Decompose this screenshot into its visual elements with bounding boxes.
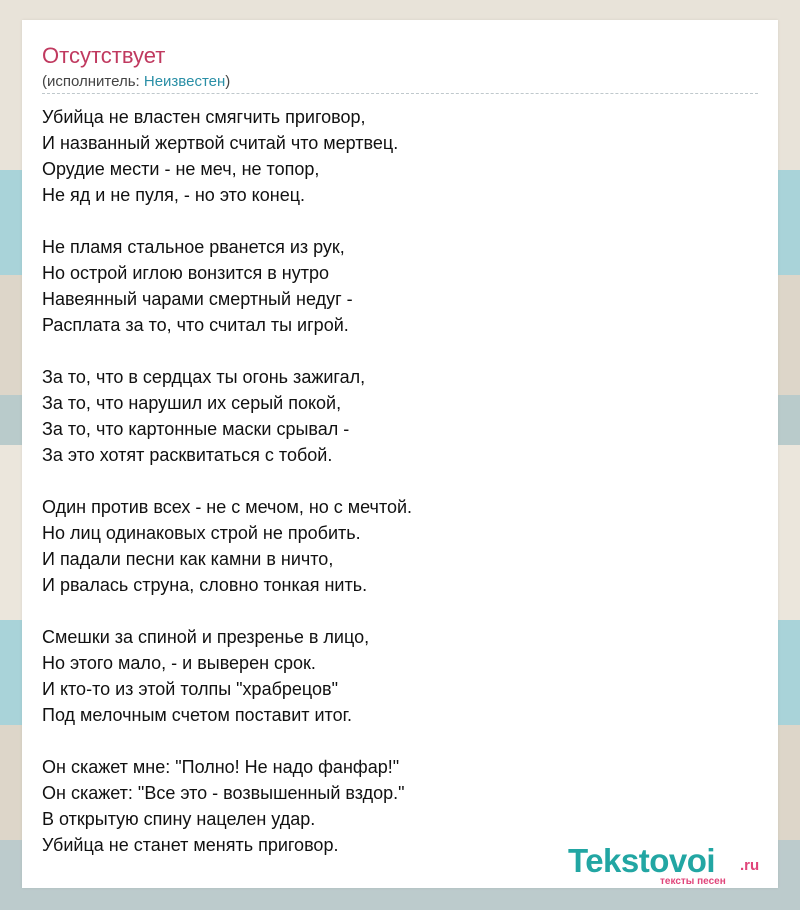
lyrics-line: Навеянный чарами смертный недуг -	[42, 289, 353, 309]
song-title: Отсутствует	[42, 43, 166, 68]
lyrics-card	[22, 20, 778, 888]
lyrics-line: Но острой иглою вонзится в нутро	[42, 263, 329, 283]
logo-domain: .ru	[740, 857, 760, 874]
lyrics-line: Орудие мести - не меч, не топор,	[42, 159, 320, 179]
lyrics-line: Один против всех - не с мечом, но с мечтой.	[42, 497, 413, 517]
lyrics-line: Убийца не властен смягчить приговор,	[42, 107, 366, 127]
site-logo[interactable]	[568, 842, 778, 888]
lyrics-body	[42, 104, 412, 884]
artist-prefix: (исполнитель:	[42, 73, 144, 90]
lyrics-stanza	[42, 624, 412, 728]
logo-tagline: тексты песен	[660, 876, 726, 887]
logo-name: Tekstovoi	[568, 842, 716, 879]
lyrics-line: И названный жертвой считай что мертвец.	[42, 133, 399, 153]
lyrics-line: И рвалась струна, словно тонкая нить.	[42, 575, 368, 595]
lyrics-line: В открытую спину нацелен удар.	[42, 809, 316, 829]
lyrics-stanza	[42, 494, 412, 598]
lyrics-line: Не яд и не пуля, - но это конец.	[42, 185, 306, 205]
artist-suffix: )	[225, 73, 231, 90]
lyrics-line: Но этого мало, - и выверен срок.	[42, 653, 316, 673]
lyrics-line: И падали песни как камни в ничто,	[42, 549, 334, 569]
lyrics-line: Смешки за спиной и презренье в лицо,	[42, 627, 370, 647]
lyrics-line: За то, что нарушил их серый покой,	[42, 393, 342, 413]
lyrics-line: Он скажет: "Все это - возвышенный вздор."	[42, 783, 405, 803]
lyrics-stanza	[42, 754, 412, 858]
lyrics-line: И кто-то из этой толпы "храбрецов"	[42, 679, 338, 699]
lyrics-stanza	[42, 104, 412, 208]
lyrics-line: За это хотят расквитаться с тобой.	[42, 445, 333, 465]
lyrics-line: Убийца не станет менять приговор.	[42, 835, 339, 855]
lyrics-line: За то, что в сердцах ты огонь зажигал,	[42, 367, 366, 387]
lyrics-line: За то, что картонные маски срывал -	[42, 419, 350, 439]
lyrics-line: Расплата за то, что считал ты игрой.	[42, 315, 349, 335]
lyrics-line: Но лиц одинаковых строй не пробить.	[42, 523, 361, 543]
lyrics-stanza	[42, 234, 412, 338]
artist-line	[42, 72, 230, 92]
lyrics-line: Он скажет мне: "Полно! Не надо фанфар!"	[42, 757, 400, 777]
lyrics-line: Под мелочным счетом поставит итог.	[42, 705, 352, 725]
lyrics-line: Не пламя стальное рванется из рук,	[42, 237, 345, 257]
title-divider	[42, 93, 758, 94]
lyrics-stanza	[42, 364, 412, 468]
artist-link[interactable]: Неизвестен	[143, 73, 226, 90]
